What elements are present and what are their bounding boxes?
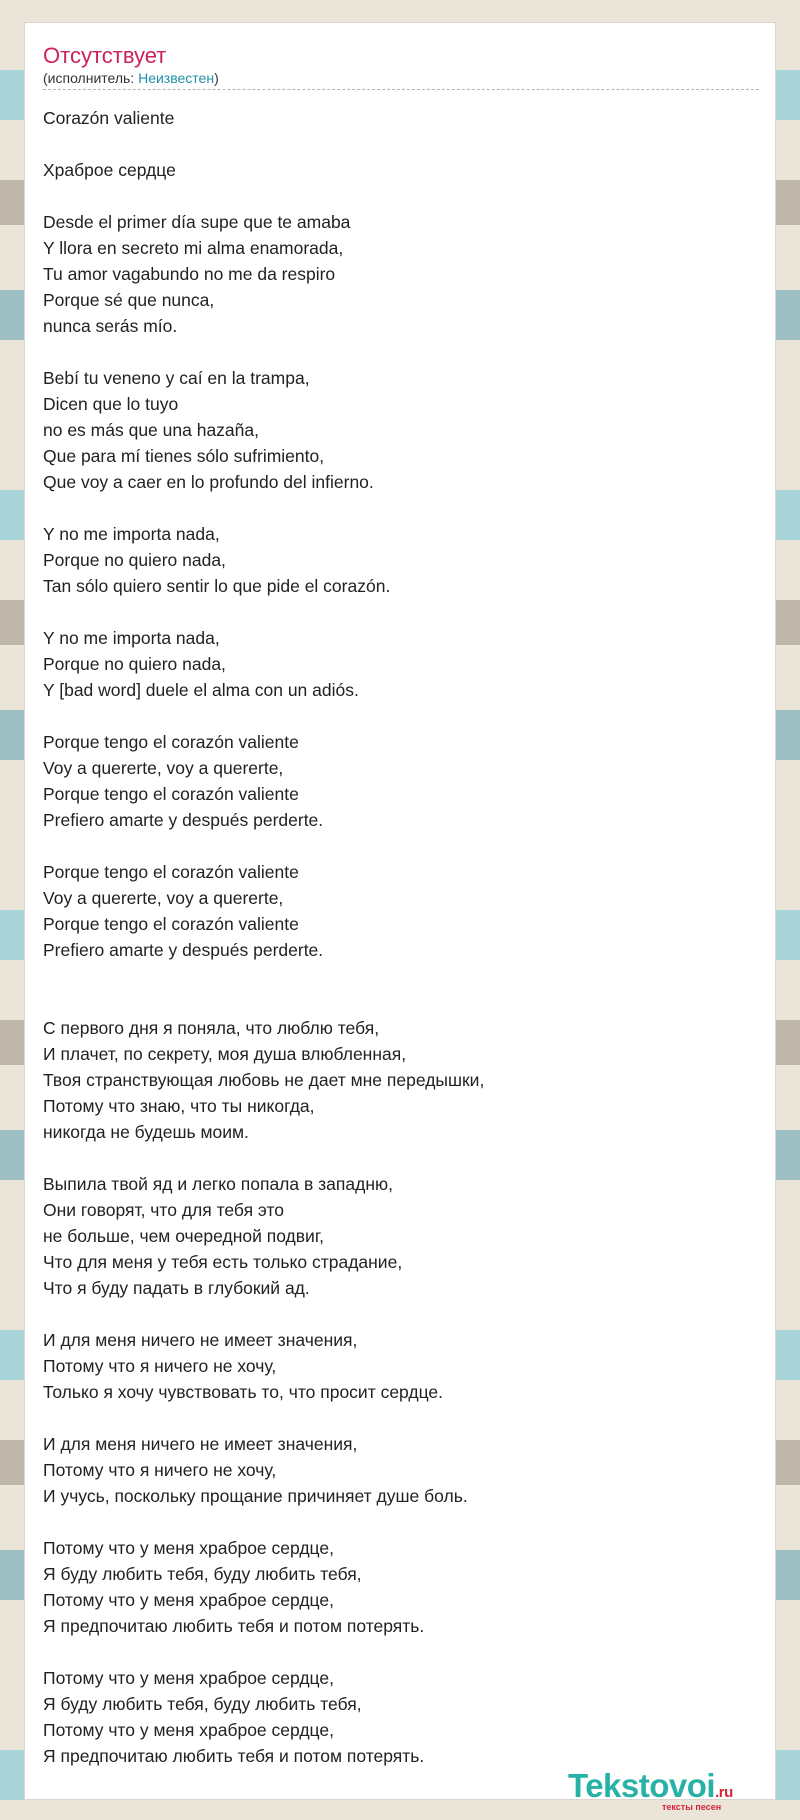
lyric-line: Voy a quererte, voy a quererte, — [43, 888, 284, 908]
lyric-line: Потому что у меня храброе сердце, — [43, 1668, 334, 1688]
stanza — [43, 1171, 759, 1301]
lyric-line: Я предпочитаю любить тебя и потом потерять. — [43, 1616, 425, 1636]
lyrics-title-ru: Храброе сердце — [43, 160, 176, 180]
lyric-line: Voy a quererte, voy a quererte, — [43, 758, 284, 778]
stanza — [43, 365, 759, 495]
stanza — [43, 1535, 759, 1639]
lyric-line: не больше, чем очередной подвиг, — [43, 1226, 324, 1246]
stanza — [43, 209, 759, 339]
lyric-line: Y no me importa nada, — [43, 524, 220, 544]
lyrics-body — [43, 105, 759, 1769]
lyric-line: Tu amor vagabundo no me da respiro — [43, 264, 336, 284]
lyric-line: Dicen que lo tuyo — [43, 394, 179, 414]
stanza — [43, 521, 759, 599]
lyric-line: Porque no quiero nada, — [43, 654, 226, 674]
lyric-line: Porque tengo el corazón valiente — [43, 732, 299, 752]
lyric-line: Только я хочу чувствовать то, что просит сердце. — [43, 1382, 444, 1402]
lyric-line: С первого дня я поняла, что люблю тебя, — [43, 1018, 380, 1038]
lyric-line: И для меня ничего не имеет значения, — [43, 1330, 358, 1350]
logo-tld: .ru — [715, 1784, 733, 1801]
logo-name: Tekstovoi — [568, 1767, 716, 1804]
stanza — [43, 1015, 759, 1145]
lyric-line: nunca serás mío. — [43, 316, 178, 336]
lyric-line: Я буду любить тебя, буду любить тебя, — [43, 1694, 362, 1714]
lyric-line: Y no me importa nada, — [43, 628, 220, 648]
song-header — [43, 43, 759, 90]
lyric-line: Y [bad word] duele el alma con un adiós. — [43, 680, 359, 700]
lyric-line: Prefiero amarte y después perderte. — [43, 810, 324, 830]
lyric-line: no es más que una hazaña, — [43, 420, 259, 440]
stanza — [43, 1431, 759, 1509]
lyric-line: Porque sé que nunca, — [43, 290, 215, 310]
artist-line — [43, 69, 759, 87]
lyric-line: Tan sólo quiero sentir lo que pide el corazón. — [43, 576, 391, 596]
lyric-line: Porque tengo el corazón valiente — [43, 784, 299, 804]
lyric-line: никогда не будешь моим. — [43, 1122, 249, 1142]
lyric-line: Prefiero amarte y después perderte. — [43, 940, 324, 960]
stanza — [43, 1665, 759, 1769]
lyric-line: Потому что знаю, что ты никогда, — [43, 1096, 315, 1116]
lyric-line: И плачет, по секрету, моя душа влюбленная, — [43, 1044, 407, 1064]
lyric-line: Потому что я ничего не хочу, — [43, 1460, 277, 1480]
artist-prefix: (исполнитель: — [43, 70, 139, 86]
lyric-line: Porque tengo el corazón valiente — [43, 862, 299, 882]
stanza — [43, 729, 759, 833]
lyric-line: Porque tengo el corazón valiente — [43, 914, 299, 934]
stanza — [43, 1327, 759, 1405]
artist-link[interactable]: Неизвестен — [138, 70, 215, 86]
lyric-line: Выпила твой яд и легко попала в западню, — [43, 1174, 393, 1194]
lyric-line: Потому что у меня храброе сердце, — [43, 1720, 334, 1740]
lyric-line: Я предпочитаю любить тебя и потом потерять. — [43, 1746, 425, 1766]
lyric-line: Они говорят, что для тебя это — [43, 1200, 285, 1220]
lyrics-title-es: Corazón valiente — [43, 108, 175, 128]
lyric-line: Что я буду падать в глубокий ад. — [43, 1278, 310, 1298]
lyric-line: Desde el primer día supe que te amaba — [43, 212, 351, 232]
lyric-line: Porque no quiero nada, — [43, 550, 226, 570]
lyric-line: Bebí tu veneno y caí en la trampa, — [43, 368, 310, 388]
stanza — [43, 625, 759, 703]
lyric-line: Y llora en secreto mi alma enamorada, — [43, 238, 344, 258]
logo-tagline: тексты песен — [662, 1802, 722, 1812]
lyric-line: Я буду любить тебя, буду любить тебя, — [43, 1564, 362, 1584]
lyric-line: Потому что у меня храброе сердце, — [43, 1538, 334, 1558]
lyric-line: Потому что у меня храброе сердце, — [43, 1590, 334, 1610]
song-title: Отсутствует — [43, 43, 167, 68]
lyric-line: Que para mí tienes sólo sufrimiento, — [43, 446, 325, 466]
site-logo[interactable] — [568, 1768, 768, 1812]
lyric-line: Что для меня у тебя есть только страдание, — [43, 1252, 403, 1272]
artist-suffix: ) — [214, 70, 219, 86]
lyric-line: И для меня ничего не имеет значения, — [43, 1434, 358, 1454]
lyrics-card — [24, 22, 776, 1800]
lyric-line: Твоя странствующая любовь не дает мне передышки, — [43, 1070, 485, 1090]
stanza — [43, 859, 759, 963]
lyric-line: Потому что я ничего не хочу, — [43, 1356, 277, 1376]
lyric-line: Que voy a caer en lo profundo del infierno. — [43, 472, 374, 492]
lyric-line: И учусь, поскольку прощание причиняет душе боль. — [43, 1486, 468, 1506]
